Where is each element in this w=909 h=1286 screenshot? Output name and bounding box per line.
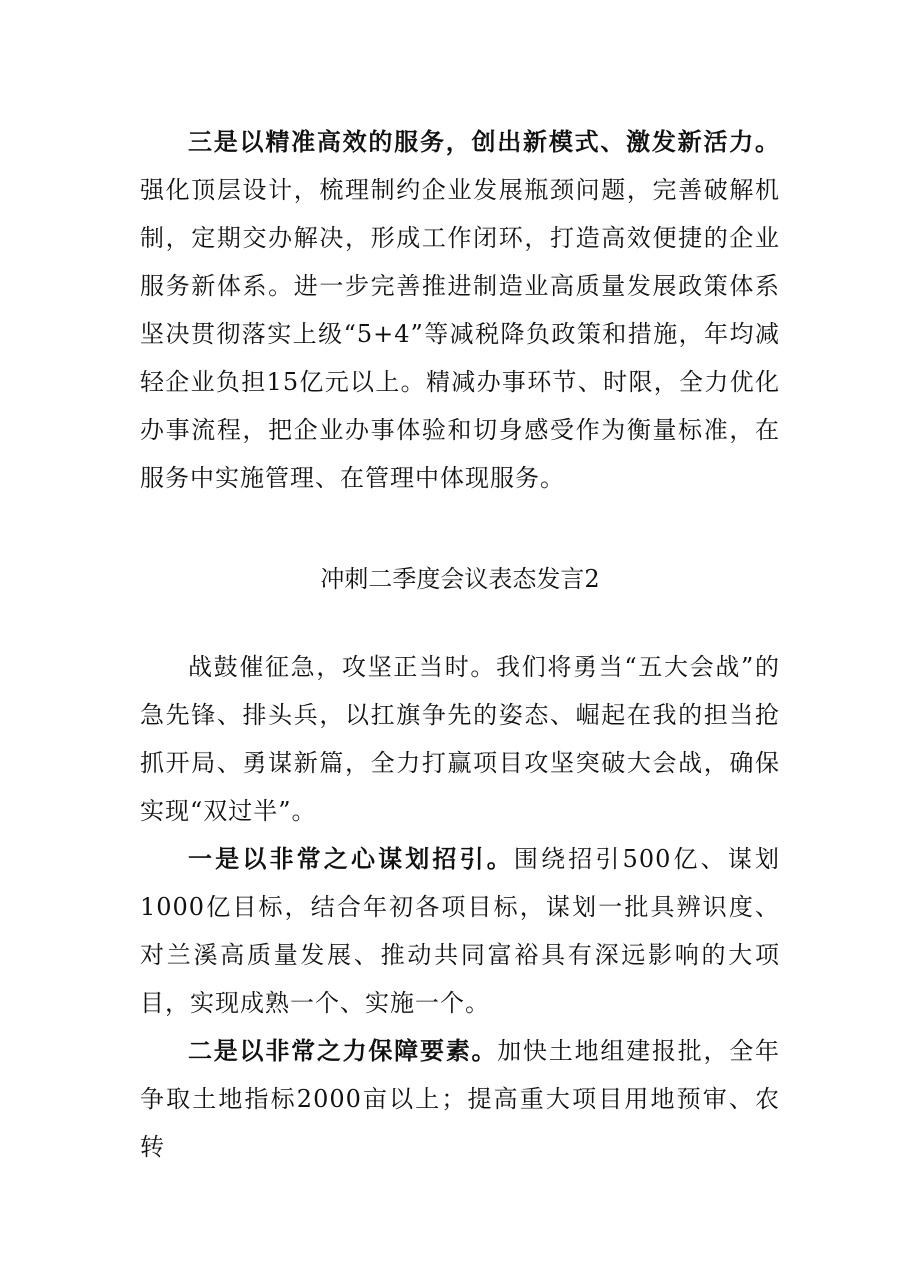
paragraph-body: 加快土地组建报批，全年争取土地指标2000亩以上；提高重大项目用地预审、农转 [140, 1037, 781, 1161]
paragraph-service-model [140, 118, 780, 502]
paragraph-lead: 二是以非常之力保障要素。 [188, 1036, 498, 1065]
paragraph-body: 战鼓催征急，攻坚正当时。我们将勇当“五大会战”的急先锋、排头兵，以扛旗争先的姿态、崛起在我的担当抢抓开局、勇谋新篇，全力打赢项目攻坚突破大会战，确保实现“双过半”。 [140, 653, 780, 825]
paragraph-body: 围绕招引500亿、谋划1000亿目标，结合年初各项目标，谋划一批具辨识度、对兰溪高质量发展、推动共同富裕具有深远影响的大项目，实现成熟一个、实施一个。 [140, 845, 781, 1017]
section-title: 冲刺二季度会议表态发言2 [320, 565, 600, 593]
paragraph-body: 强化顶层设计，梳理制约企业发展瓶颈问题，完善破解机制，定期交办解决，形成工作闭环，打造高效便捷的企业服务新体系。进一步完善推进制造业高质量发展政策体系坚决贯彻落实上级“5+4”等减税降负政策和措施，年均减轻企业负担15亿元以上。精减办事环节、时限，全力优化办事流程，把企业办事体验和切身感受作为衡量标准，在服务中实施管理、在管理中体现服务。 [140, 176, 780, 492]
paragraph-lead: 三是以精准高效的服务，创出新模式、激发新活力。 [188, 127, 780, 156]
paragraph-planning [140, 835, 780, 1027]
paragraph-lead: 一是以非常之心谋划招引。 [188, 844, 514, 873]
paragraph-resources [140, 1027, 780, 1171]
paragraph-intro [140, 643, 780, 835]
